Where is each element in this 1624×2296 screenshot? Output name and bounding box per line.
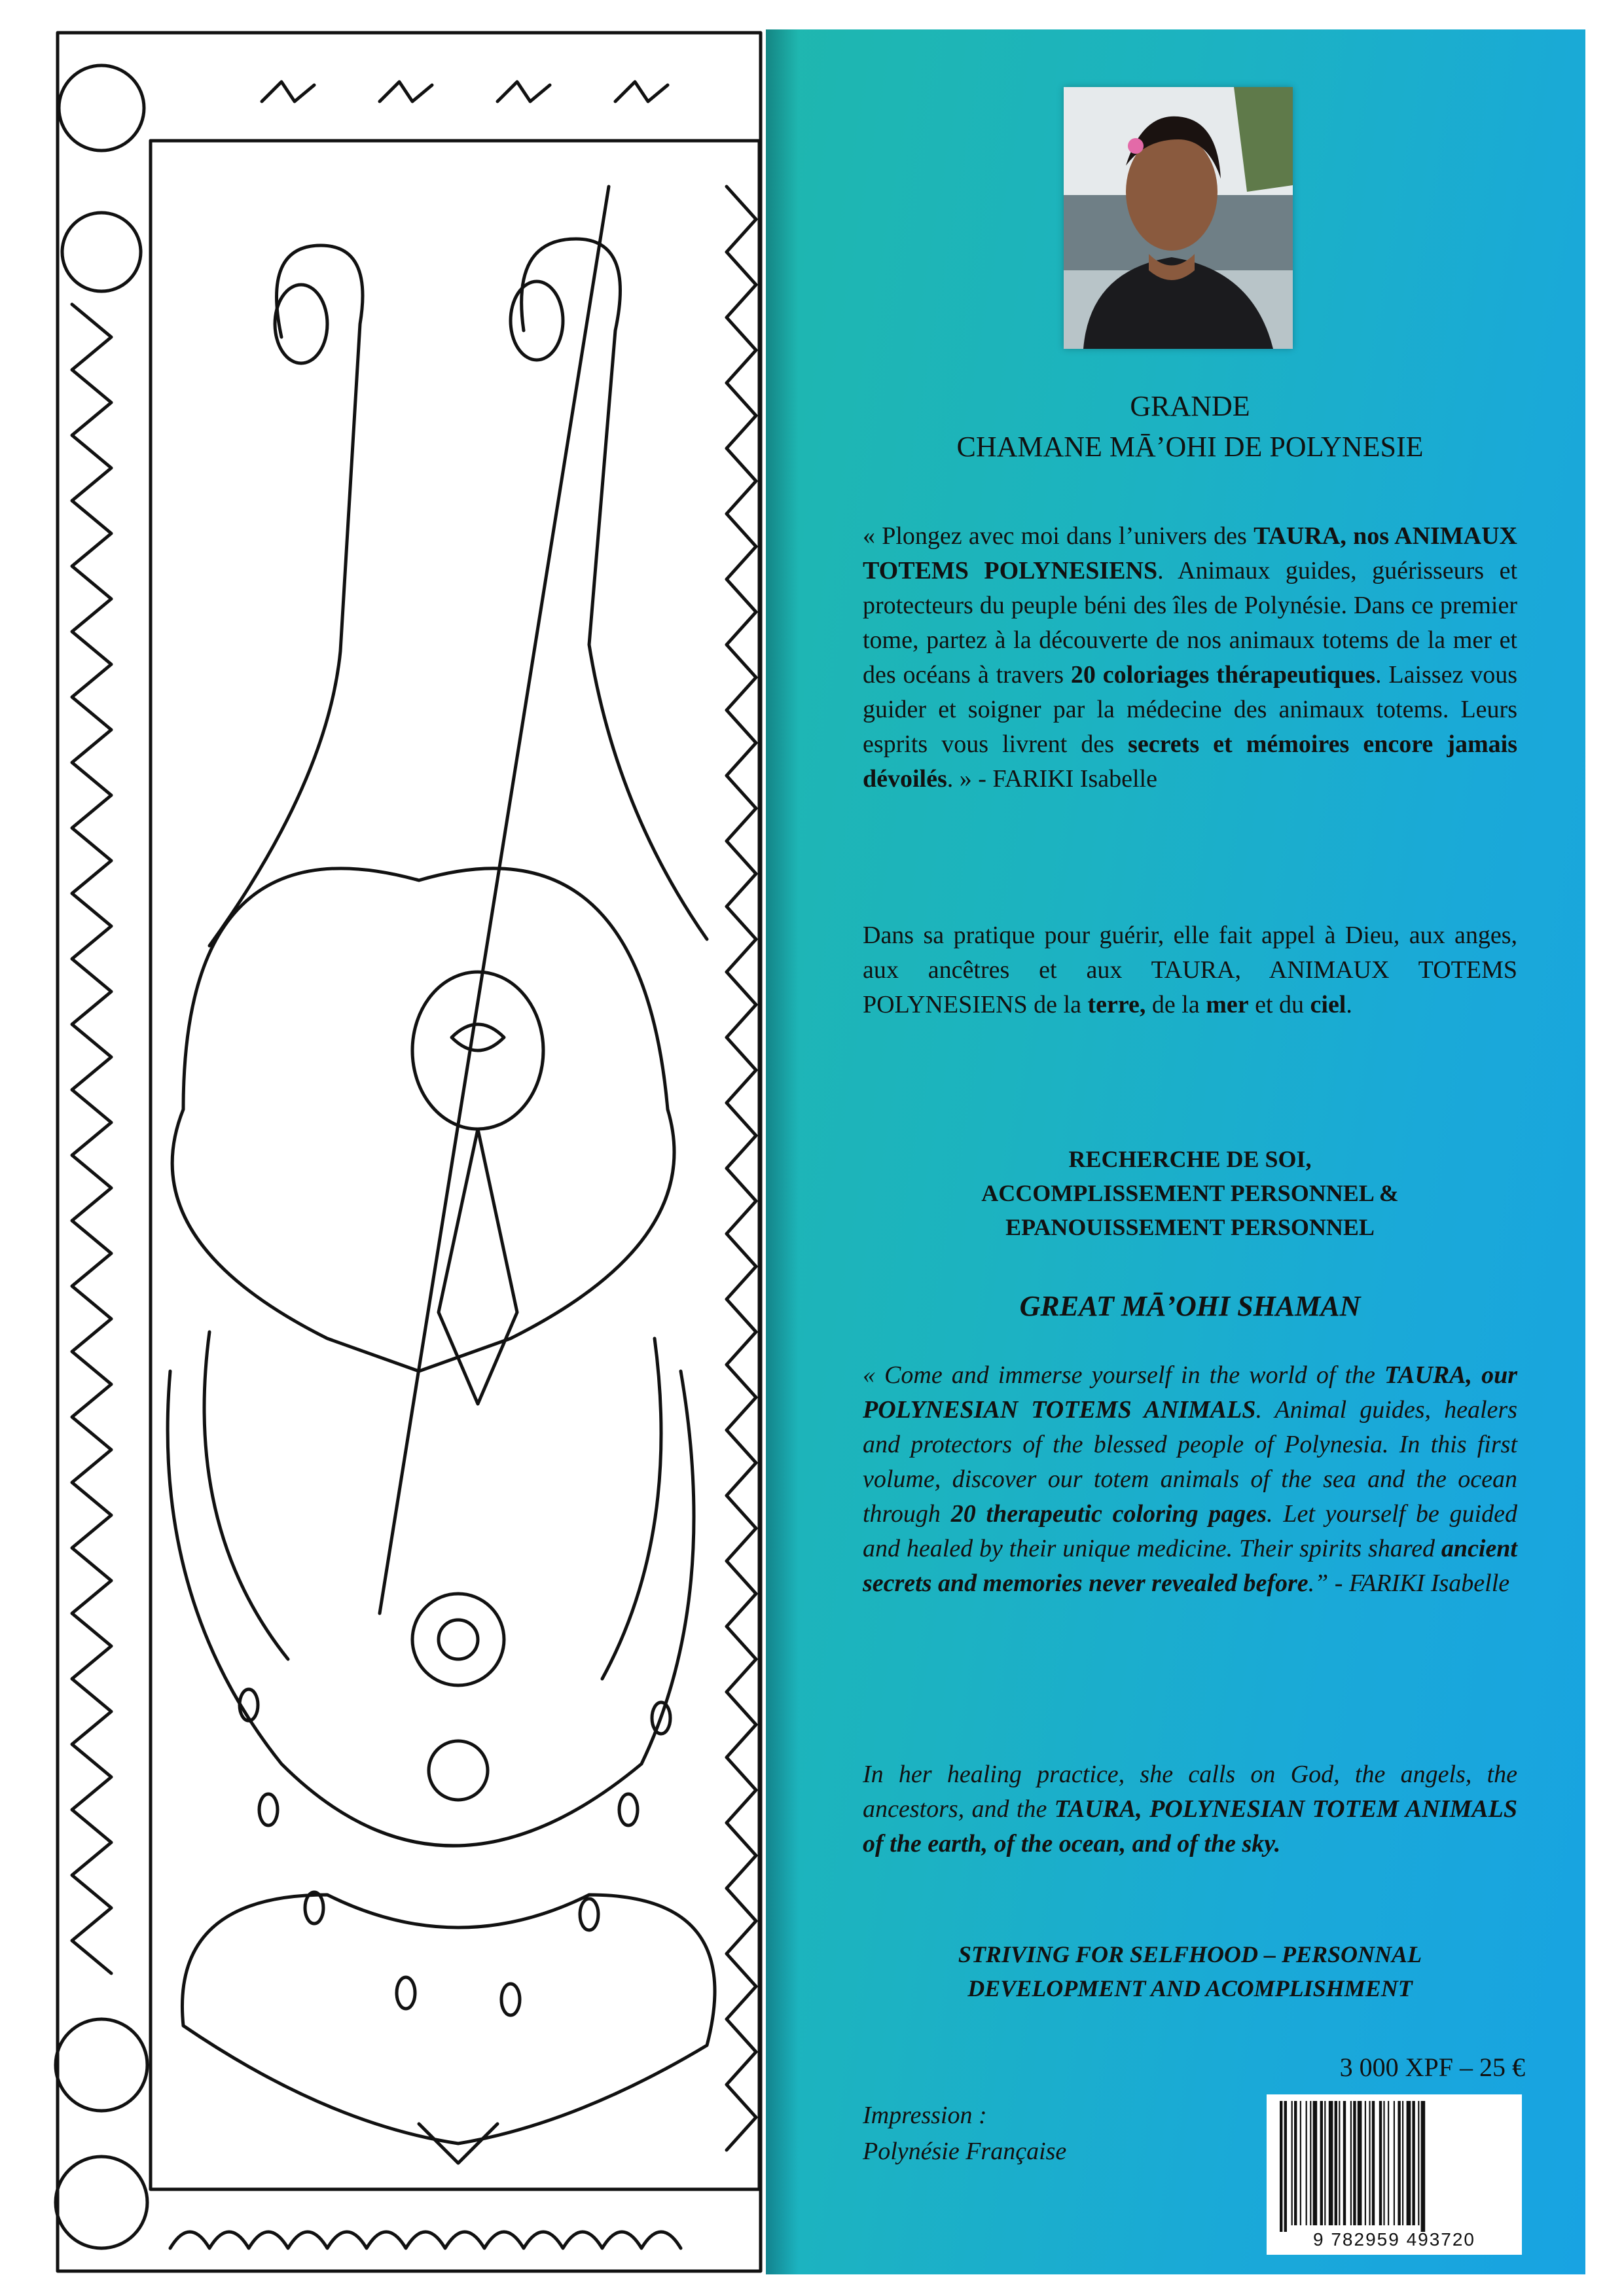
author-photo	[1064, 87, 1293, 349]
price-label: 3 000 XPF – 25 €	[1339, 2053, 1525, 2082]
emphasis-text: TAURA, POLYNESIAN TOTEM ANIMALS of the earth, of the ocean, and of the sky.	[863, 1795, 1517, 1857]
french-description	[863, 519, 1517, 797]
french-practice	[863, 918, 1517, 1022]
author-portrait-icon	[1064, 87, 1293, 349]
english-title: GREAT MĀ’OHI SHAMAN	[1019, 1290, 1361, 1322]
french-themes-line3: EPANOUISSEMENT PERSONNEL	[1005, 1214, 1375, 1240]
barcode-bar	[1291, 2101, 1293, 2225]
body-text: . Let yourself be guided and healed by their unique medicine. Their spirits shared	[863, 1500, 1517, 1562]
body-text: Dans sa pratique pour guérir, elle fait appel à Dieu, aux anges, aux ancêtres et aux TAURA, ANIMAUX TOTEMS POLYNESIENS de la	[863, 922, 1517, 1018]
body-text: . Animaux guides, guérisseurs et protecteurs du peuple béni des îles de Polynésie. Dans ce premier tome, partez à la découverte de nos animaux totems de la mer et des océans à travers	[863, 557, 1517, 689]
barcode-bar	[1329, 2101, 1333, 2225]
french-title-line1: GRANDE	[1130, 390, 1250, 422]
body-text: . Animal guides, healers and protectors of the blessed people of Polynesia. In this first volume, discover our totem animals of the sea and the ocean through	[863, 1396, 1517, 1528]
body-text: . Laissez vous guider et soigner par la médecine des animaux totems. Leurs esprits vous livrent des	[863, 661, 1518, 758]
french-themes-line1: RECHERCHE DE SOI,	[1068, 1146, 1312, 1172]
back-cover-text-panel	[766, 29, 1585, 2274]
barcode-bar	[1398, 2101, 1400, 2225]
emphasis-text: terre,	[1087, 991, 1146, 1018]
barcode-bar	[1383, 2101, 1384, 2225]
emphasis-text: ciel	[1310, 991, 1346, 1018]
barcode-bar	[1379, 2101, 1382, 2225]
emphasis-text: secrets et mémoires encore jamais dévoilés	[863, 730, 1517, 793]
barcode-bar	[1294, 2101, 1297, 2225]
body-text: .	[1346, 991, 1352, 1018]
barcode-bar	[1313, 2101, 1318, 2225]
barcode-bar	[1280, 2101, 1282, 2232]
french-themes-line2: ACCOMPLISSEMENT PERSONNEL &	[981, 1180, 1399, 1206]
body-text: « Come and immerse yourself in the world of the	[863, 1361, 1384, 1389]
barcode-bar	[1284, 2101, 1287, 2232]
english-description	[863, 1358, 1517, 1601]
barcode-bar	[1306, 2101, 1307, 2225]
body-text: « Plongez avec moi dans l’univers des	[863, 522, 1254, 550]
body-text: et du	[1248, 991, 1310, 1018]
english-themes-line2: DEVELOPMENT AND ACOMPLISHMENT	[967, 1975, 1413, 2001]
french-title-line2: CHAMANE MĀ’OHI DE POLYNESIE	[956, 431, 1424, 463]
barcode-bar	[1324, 2101, 1326, 2225]
emphasis-text: 20 coloriages thérapeutiques	[1070, 661, 1375, 689]
barcode-bar	[1353, 2101, 1356, 2225]
english-themes	[863, 1937, 1517, 2005]
barcode-bar	[1412, 2101, 1415, 2225]
barcode-bar	[1421, 2101, 1426, 2232]
barcode-bar	[1394, 2101, 1395, 2225]
barcode-bar	[1365, 2101, 1366, 2225]
barcode-bar	[1339, 2101, 1340, 2225]
barcode-bar	[1343, 2101, 1346, 2225]
barcode-bar	[1418, 2101, 1419, 2225]
french-title	[863, 386, 1517, 467]
barcode-bar	[1402, 2101, 1403, 2225]
barcode-bar	[1320, 2101, 1323, 2225]
print-location-line1: Impression :	[863, 2102, 987, 2129]
isbn-digits: 9 782959 493720	[1313, 2229, 1475, 2250]
barcode-bar	[1407, 2101, 1411, 2225]
english-practice	[863, 1757, 1517, 1861]
emphasis-text: TAURA, nos ANIMAUX TOTEMS POLYNESIENS	[863, 522, 1517, 584]
body-text: .” - FARIKI Isabelle	[1308, 1570, 1510, 1597]
body-text: In her healing practice, she calls on God, the angels, the ancestors, and the	[863, 1761, 1517, 1823]
isbn-barcode	[1267, 2094, 1522, 2255]
cover-illustration	[52, 29, 766, 2274]
barcode-bar	[1372, 2101, 1375, 2225]
barcode-bar	[1350, 2101, 1352, 2225]
polynesian-totem-drawing-icon	[52, 29, 766, 2274]
print-location-line2: Polynésie Française	[863, 2138, 1067, 2165]
emphasis-text: mer	[1206, 991, 1249, 1018]
barcode-bar	[1369, 2101, 1370, 2225]
emphasis-text: 20 therapeutic coloring pages	[950, 1500, 1267, 1528]
print-location	[863, 2098, 1138, 2170]
emphasis-text: TAURA, our POLYNESIAN TOTEMS ANIMALS	[863, 1361, 1517, 1424]
french-themes	[863, 1142, 1517, 1244]
barcode-bar	[1358, 2101, 1362, 2225]
panel-shadow	[766, 29, 799, 2274]
english-themes-line1: STRIVING FOR SELFHOOD – PERSONNAL	[958, 1941, 1422, 1967]
body-text: de la	[1146, 991, 1206, 1018]
barcode-bar	[1310, 2101, 1311, 2225]
barcode-bar	[1388, 2101, 1389, 2225]
barcode-bar	[1335, 2101, 1337, 2225]
body-text: . » - FARIKI Isabelle	[947, 765, 1157, 793]
emphasis-text: ancient secrets and memories never revealed before	[863, 1535, 1517, 1597]
barcode-bar	[1300, 2101, 1301, 2225]
